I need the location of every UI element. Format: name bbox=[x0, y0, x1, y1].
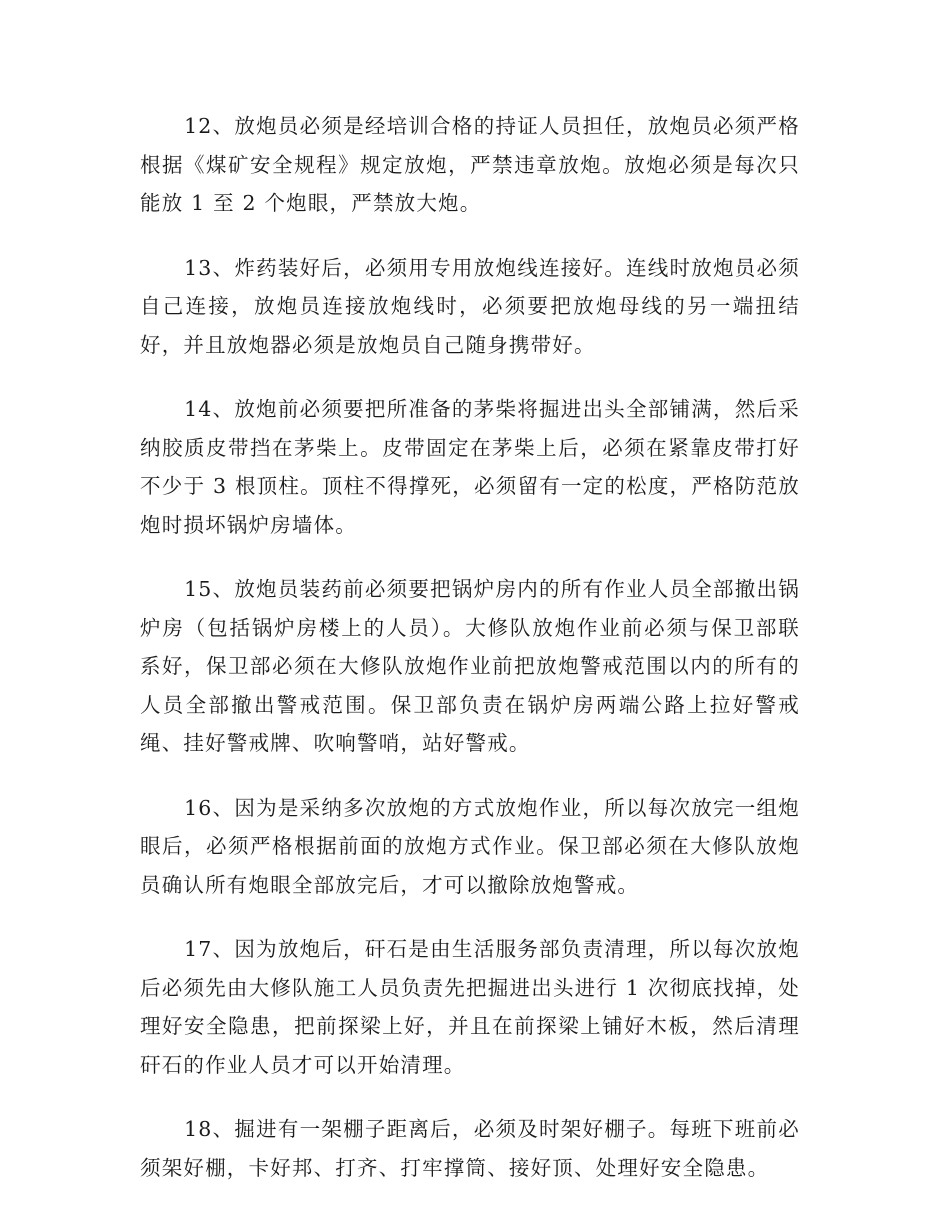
paragraph-item-18: 18、掘进有一架棚子距离后，必须及时架好棚子。每班下班前必须架好棚，卡好邦、打齐、打牢撑筒、接好顶、处理好安全隐患。 bbox=[140, 1117, 800, 1180]
paragraph-item-13: 13、炸药装好后，必须用专用放炮线连接好。连线时放炮员必须自己连接，放炮员连接放炮线时，必须要把放炮母线的另一端扭结好，并且放炮器必须是放炮员自己随身携带好。 bbox=[140, 255, 800, 357]
paragraph-item-12: 12、放炮员必须是经培训合格的持证人员担任，放炮员必须严格根据《煤矿安全规程》规定放炮，严禁违章放炮。放炮必须是每次只能放 1 至 2 个炮眼，严禁放大炮。 bbox=[140, 114, 800, 215]
paragraph-item-17: 17、因为放炮后，矸石是由生活服务部负责清理，所以每次放炮后必须先由大修队施工人员负责先把掘进岀头进行 1 次彻底找掉，处理好安全隐患，把前探梁上好，并且在前探梁上铺好木板，然后清理矸石的作业人员才可以开始清理。 bbox=[140, 937, 800, 1077]
paragraph-item-14: 14、放炮前必须要把所准备的茅柴将掘进岀头全部铺满，然后采纳胶质皮带挡在茅柴上。皮带固定在茅柴上后，必须在紧靠皮带打好不少于 3 根顶柱。顶柱不得撑死，必须留有一定的松度，严格防范放炮时损坏锅炉房墙体。 bbox=[140, 397, 800, 537]
paragraph-item-16: 16、因为是采纳多次放炮的方式放炮作业，所以每次放完一组炮眼后，必须严格根据前面的放炮方式作业。保卫部必须在大修队放炮员确认所有炮眼全部放完后，才可以撤除放炮警戒。 bbox=[140, 795, 800, 897]
paragraph-item-15: 15、放炮员装药前必须要把锅炉房内的所有作业人员全部撤出锅炉房（包括锅炉房楼上的人员）。大修队放炮作业前必须与保卫部联系好，保卫部必须在大修队放炮作业前把放炮警戒范围以内的所有的人员全部撤出警戒范围。保卫部负责在锅炉房两端公路上拉好警戒绳、挂好警戒牌、吹响警哨，站好警戒。 bbox=[140, 577, 800, 755]
